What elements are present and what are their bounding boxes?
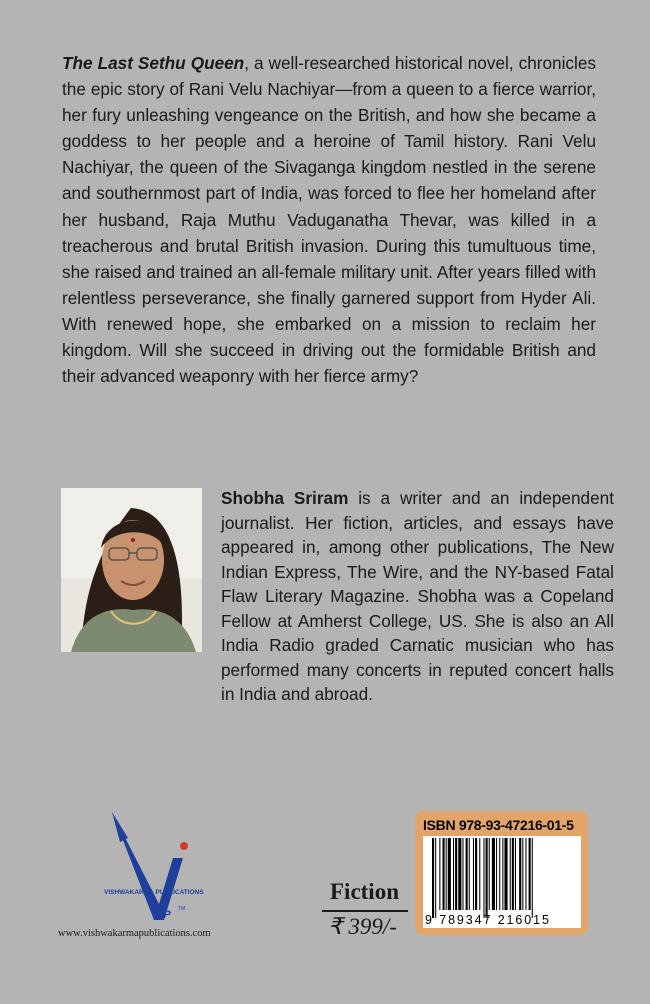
price: ₹ 399/- xyxy=(328,914,397,939)
barcode-bar xyxy=(448,838,451,910)
barcode-bar xyxy=(502,838,503,910)
barcode-bar xyxy=(453,838,454,910)
barcode-bar xyxy=(529,838,531,910)
barcode-bar xyxy=(510,838,511,910)
publisher-logo xyxy=(50,808,210,926)
barcode-bar xyxy=(486,838,488,918)
barcode-bar xyxy=(435,838,436,918)
barcode-bar xyxy=(469,838,470,910)
author-bio xyxy=(221,486,614,707)
barcode-bar xyxy=(479,838,480,910)
barcode-bar xyxy=(443,838,445,910)
barcode-bar xyxy=(532,838,533,918)
author-name: Shobha Sriram xyxy=(221,488,349,508)
barcode-bar xyxy=(466,838,468,910)
barcode-bar xyxy=(455,838,457,910)
barcode-bar xyxy=(458,838,461,910)
barcode-bar xyxy=(492,838,495,910)
author-bio-text: is a writer and an independent journalist. Her fiction, articles, and essays have appeared in, among other publications, The New Indian Express, The Wire, and the NY-based Fatal Flaw Literary Magazine. Shobha was a Copeland Fellow at Amherst College, US. She is also an All India Radio graded Carnatic musician who has performed many concerts in reputed concert halls in India and abroad. xyxy=(221,488,614,704)
barcode-bar xyxy=(512,838,514,910)
barcode-bar xyxy=(489,838,490,910)
publisher-logo-text: VISHWAKARMA PUBLICATIONS xyxy=(104,889,204,896)
publisher-logo-tm: TM xyxy=(178,906,186,912)
barcode-bar xyxy=(439,838,440,910)
isbn-digits: 9 789347 216015 xyxy=(425,913,551,927)
publisher-logo-initials: VP xyxy=(156,909,171,921)
book-title: The Last Sethu Queen xyxy=(62,53,245,73)
barcode-bar xyxy=(475,838,477,910)
blurb-text: , a well-researched historical novel, chronicles the epic story of Rani Velu Nachiyar—from a queen to a fierce warrior, her fury unleashing vengeance on the British, and how she became a goddess to her people and a heroine of Tamil history. Rani Velu Nachiyar, the queen of the Sivaganga kingdom nestled in the serene and southernmost part of India, was forced to flee her homeland after her husband, Raja Muthu Vaduganatha Thevar, was killed in a treacherous and brutal British invasion. During this tumultuous time, she raised and trained an all-female military unit. After years filled with relentless perseverance, she finally garnered support from Hyder Ali. With renewed hope, she embarked on a mission to reclaim her kingdom. Will she succeed in driving out the formidable British and their advanced weaponry with her fierce army? xyxy=(62,53,596,387)
book-blurb xyxy=(62,50,596,389)
barcode xyxy=(432,838,580,918)
barcode-bar xyxy=(462,838,463,910)
author-photo xyxy=(61,488,202,652)
barcode-bar xyxy=(525,838,526,910)
genre-label: Fiction xyxy=(330,879,399,904)
barcode-bar xyxy=(504,838,507,910)
barcode-bar xyxy=(496,838,497,910)
barcode-bar xyxy=(473,838,474,910)
barcode-bar xyxy=(519,838,521,910)
barcode-bar xyxy=(483,838,484,918)
publisher-website: www.vishwakarmapublications.com xyxy=(58,928,211,939)
barcode-bar xyxy=(446,838,447,910)
barcode-bar xyxy=(499,838,500,910)
barcode-bar xyxy=(515,838,516,910)
barcode-bar xyxy=(522,838,523,910)
isbn-label: ISBN 978-93-47216-01-5 xyxy=(423,817,574,833)
barcode-bar xyxy=(432,838,434,918)
genre-price-divider xyxy=(322,910,408,912)
